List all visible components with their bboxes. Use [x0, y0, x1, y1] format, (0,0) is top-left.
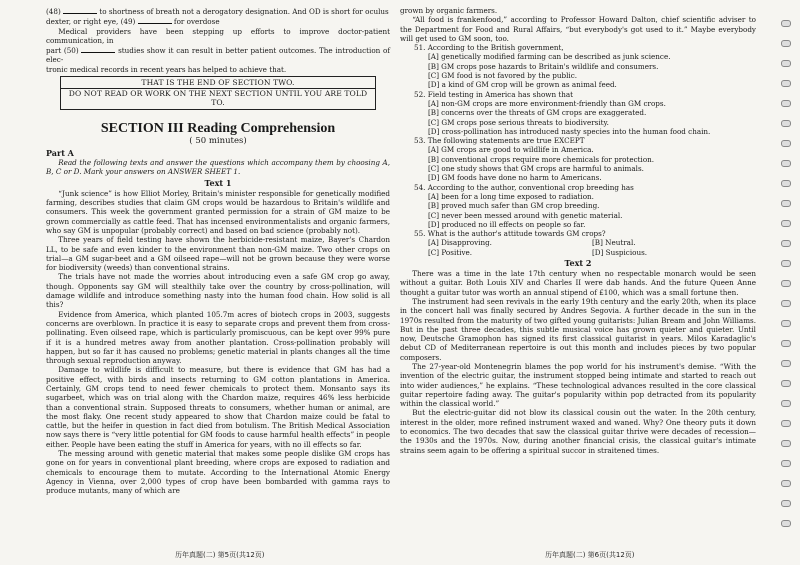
- option-row: [428, 238, 756, 247]
- binding-hole: [781, 380, 791, 387]
- binding-hole: [781, 180, 791, 187]
- binding-hole: [781, 280, 791, 287]
- paragraph: There was a time in the late 17th century when no respectable monarch would be seen without a guitar. Both Louis XIV and Charles II were dab hands. And the future Queen Anne thought a guitar tutor was worth an annual stipend of £100, which was a small fortune then.: [400, 269, 756, 297]
- paragraph: Three years of field testing have shown the herbicide-resistant maize, Bayer's Chardon LL, to be safe and even kinder to the environment than non-GM maize. Two other crops on trial—a GM sugar-beet and a GM oilseed rape—will not be grown because they were worse for biodiversity (weeds) than conventional strains.: [46, 235, 390, 273]
- binding-hole: [781, 140, 791, 147]
- page-footer: 历年真题(二) 第6页(共12页): [545, 551, 635, 559]
- binding-hole: [781, 340, 791, 347]
- paragraph: The messing around with genetic material that makes some people dislike GM crops has gone on for years in conventional plant breeding, where crops are exposed to radiation and chemicals to encourage them to mutate. According to the International Atomic Energy Agency in Vienna, over 2,000 types of crop have been bombarded with gamma rays to produce mutants, many of which are: [46, 449, 390, 496]
- binding-hole: [781, 240, 791, 247]
- notice-line: THAT IS THE END OF SECTION TWO.: [141, 78, 295, 88]
- option: [C] GM crops pose serious threats to biodiversity.: [428, 117, 609, 127]
- question-stem: 53. The following statements are true EXCEPT: [414, 136, 585, 146]
- binding-hole: [781, 400, 791, 407]
- option: [A] genetically modified farming can be described as junk science.: [428, 52, 671, 62]
- answer-blank-49: [138, 16, 172, 24]
- option: [A] Disapproving.: [428, 238, 492, 248]
- binding-hole: [781, 20, 791, 27]
- binding-hole: [781, 500, 791, 507]
- paragraph: Damage to wildlife is difficult to measure, but there is evidence that GM has had a positive effect, with birds and insects returning to GM cotton plantations in America. Certainly, GM crops tend to need fewer chemicals to protect them. Monsanto says its sugarbeet, which was on trial along with the Chardon maize, requires 46% less herbicide than a conventional strain. Supposed threats to consumers, whether human or animal, are the most flaky. One recent study appeared to show that Chardon maize could be fatal to cattle, but the heifer in question in fact died from botulism. The British Medical Association now says there is “very little potential for GM foods to cause harmful health effects” in people either. People have been eating the stuff in America for years, with no ill effects so far.: [46, 365, 390, 449]
- section-title: SECTION III Reading Comprehension: [100, 120, 336, 136]
- binding-hole: [781, 420, 791, 427]
- paragraph: The 27-year-old Montenegrin blames the pop world for his instrument's demise. “With the invention of the electric guitar, the instrument stopped being intimate and started to reach out into wider audiences,” he explains. “These technological advances resulted in the core classical guitar repertoire fading away. The guitar's popularity within pop detracted from its popularity within the classical world.”: [400, 361, 756, 409]
- option: [A] non-GM crops are more environment-friendly than GM crops.: [428, 98, 666, 108]
- paragraph: “All food is frankenfood,” according to Professor Howard Dalton, chief scientific adviser to the Department for Food and Rural Affairs, “but everybody's got used to it.” Maybe everybody will get used to GM soon, too.: [400, 15, 756, 43]
- answer-blank-48: [63, 6, 97, 14]
- part-heading: Part A: [46, 147, 74, 158]
- cloze-line: tronic medical records in recent years has helped to achieve that.: [46, 64, 287, 74]
- option: [C] GM food is not favored by the public.: [428, 71, 578, 81]
- paragraph: The instrument had seen revivals in the early 19th century and the early 20th, when its place in the concert hall was finally secured by Andres Segovia. A further decade in the sun in the 1970s resulted from the maturity of two gifted young guitarists: Julian Bream and John Williams. But in the past three decades, this subtle musical voice has grown quieter and quieter. Until now, Deutsche Gramophon has signed its first classical guitarist in years. Milos Karadaglic's debut CD of Mediterranean repertoire is out this month and includes pieces by two popular composers.: [400, 296, 756, 362]
- option: [D] produced no ill effects on people so far.: [428, 219, 586, 229]
- question-52: [400, 90, 756, 136]
- option-row: [428, 248, 756, 257]
- binding-hole: [781, 200, 791, 207]
- question-55: [400, 229, 756, 257]
- binding-hole: [781, 260, 791, 267]
- option: [C] never been messed around with genetic material.: [428, 210, 623, 220]
- binding-hole: [781, 60, 791, 67]
- binding-hole: [781, 40, 791, 47]
- binding-hole: [781, 100, 791, 107]
- binding-hole: [781, 320, 791, 327]
- paragraph: But the electric-guitar did not blow its classical cousin out the water. In the 20th century, interest in the older, more refined instrument waxed and waned. Why? One theory puts it down to economics. The two decades that saw the classical guitar thrive were decades of recession—the 1930s and the 1970s. Now, during another financial crisis, the classical guitar's intimate strains seem again to be offering a spiritual succor in straitened times.: [400, 408, 756, 455]
- text-title: Text 1: [204, 177, 232, 188]
- binding-hole: [781, 520, 791, 527]
- cloze-line: part (50) studies show it can result in better patient outcomes. The introduction of elec-: [46, 46, 390, 65]
- option: [B] conventional crops require more chemicals for protection.: [428, 154, 655, 164]
- option: [B] concerns over the threats of GM crops are exaggerated.: [428, 108, 647, 118]
- instructions: Read the following texts and answer the questions which accompany them by choosing A, B, C or D. Mark your answers on ANSWER SHEET 1.: [46, 158, 390, 177]
- cloze-line: dexter, or right eye, (49) for overdose: [46, 17, 220, 27]
- option: [B] proved much safer than GM crop breeding.: [428, 201, 600, 211]
- option: [D] a kind of GM crop will be grown as animal feed.: [428, 80, 617, 90]
- binding-hole: [781, 360, 791, 367]
- option: [A] been for a long time exposed to radiation.: [428, 191, 594, 201]
- option: [B] Neutral.: [592, 238, 636, 248]
- option: [C] Positive.: [428, 247, 473, 257]
- left-column: [46, 6, 390, 496]
- option: [B] GM crops pose hazards to Britain's wildlife and consumers.: [428, 61, 659, 71]
- paragraph: “Junk science” is how Elliot Morley, Britain's minister responsible for genetically modified farming, describes studies that claim GM crops would be hazardous to Britain's wildlife and consumers. This week the government granted permission for a strain of GM maize to be grown commercially as cattle feed. That has incensed environmentalists and organic farmers, who say GM is unpopular (probably correct) and based on bad science (probably not).: [46, 188, 390, 235]
- option: [D] Suspicious.: [592, 247, 648, 257]
- binding-holes: [777, 20, 793, 550]
- option: [C] one study shows that GM crops are harmful to animals.: [428, 164, 644, 174]
- question-stem: 55. What is the author's attitude towards GM crops?: [414, 229, 606, 239]
- binding-hole: [781, 120, 791, 127]
- option: [D] cross-pollination has introduced nasty species into the human food chain.: [428, 126, 711, 136]
- paragraph: Evidence from America, which planted 105.7m acres of biotech crops in 2003, suggests concerns are overblown. In practice it is easy to separate crops and prevent them from cross-pollinating. Even oilseed rape, which is particularly promiscuous, can be kept over 99% pure if it is a hundred metres away from another plantation. Cross-pollination probably will happen, but so far it has caused no problems; genetic material in plants changes all the time through sexual reproduction anyway.: [46, 309, 390, 366]
- right-column: [400, 6, 756, 455]
- binding-hole: [781, 300, 791, 307]
- page-footer: 历年真题(二) 第5页(共12页): [175, 551, 265, 559]
- binding-hole: [781, 440, 791, 447]
- question-54: [400, 183, 756, 229]
- question-53: [400, 136, 756, 182]
- binding-hole: [781, 80, 791, 87]
- end-section-notice: [60, 76, 376, 110]
- text-title: Text 2: [564, 258, 592, 269]
- option: [A] GM crops are good to wildlife in America.: [428, 145, 594, 155]
- question-stem: 52. Field testing in America has shown that: [414, 89, 574, 99]
- question-51: [400, 43, 756, 89]
- paragraph: The trials have not made the worries about introducing even a safe GM crop go away, though. Opponents say GM will stealthily take over the country by cross-pollination, will damage wildlife and introduce something nasty into the human food chain. How solid is all this?: [46, 272, 390, 310]
- binding-hole: [781, 160, 791, 167]
- answer-blank-50: [81, 45, 115, 53]
- cloze-line: Medical providers have been stepping up efforts to improve doctor-patient communication, in: [46, 26, 390, 45]
- binding-hole: [781, 220, 791, 227]
- question-stem: 54. According to the author, conventional crop breeding has: [414, 182, 634, 192]
- cloze-line: (48) to shortness of breath not a derogatory designation. And OD is short for oculus: [46, 7, 389, 16]
- section-duration: ( 50 minutes): [189, 135, 247, 146]
- option: [D] GM foods have done no harm to Americans.: [428, 173, 602, 183]
- binding-hole: [781, 480, 791, 487]
- notice-line: DO NOT READ OR WORK ON THE NEXT SECTION UNTIL YOU ARE TOLD TO.: [61, 88, 375, 108]
- binding-hole: [781, 460, 791, 467]
- question-stem: 51. According to the British government,: [414, 43, 564, 53]
- paragraph: grown by organic farmers.: [400, 6, 498, 15]
